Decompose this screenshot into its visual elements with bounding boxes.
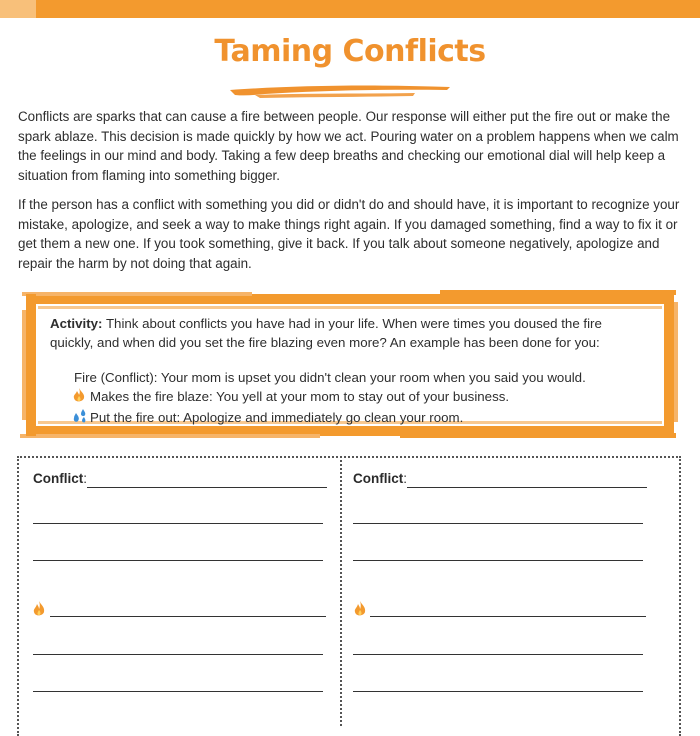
- left-fire-icon: [32, 601, 46, 617]
- activity-prompt: Think about conflicts you have had in your life. When were times you doused the fire quickly, and when did you set the fire blazing even more? An example has been done for you:: [50, 316, 602, 350]
- example-blaze: Makes the fire blaze: You yell at your mom to stay out of your business.: [90, 389, 510, 404]
- worksheet-divider: [340, 456, 342, 726]
- advice-paragraph: If the person has a conflict with something you did or didn't do and should have, it is important to recognize your mistake, apologize, and seek a way to make things right again. If you damaged something, find a way to fix it or get them a new one. If you took something, give it back. If you talk about someone negatively, apologize and repair the harm by not doing that again.: [18, 197, 680, 271]
- right-fire-icon: [353, 601, 367, 617]
- left-answer-line[interactable]: [33, 523, 323, 524]
- left-answer-line[interactable]: [33, 691, 323, 692]
- right-conflict-label: Conflict:: [353, 471, 408, 486]
- left-blaze-line[interactable]: [50, 616, 326, 617]
- right-conflict-line[interactable]: [407, 487, 647, 488]
- top-accent-bar-tab: [0, 0, 36, 18]
- activity-box: [50, 314, 620, 429]
- left-conflict-label: Conflict:: [33, 471, 88, 486]
- activity-instructions: [50, 314, 620, 352]
- intro-paragraph: Conflicts are sparks that can cause a fire between people. Our response will either put the fire out or make the spark ablaze. This decision is made quickly by how we act. Pouring water on a problem happens when we calm the feelings in our mind and body. Taking a few deep breaths and checking our emotional dial will help keep a situation from flaming into something bigger.: [18, 109, 679, 183]
- example-conflict: Fire (Conflict): Your mom is upset you didn't clean your room when you said you would.: [74, 370, 586, 385]
- activity-label: Activity:: [50, 316, 103, 331]
- left-answer-line[interactable]: [33, 654, 323, 655]
- example-out-row: [50, 408, 620, 429]
- right-blaze-line[interactable]: [370, 616, 646, 617]
- right-answer-line[interactable]: [353, 654, 643, 655]
- example-blaze-row: [50, 387, 620, 408]
- page-title: Taming Conflicts: [214, 34, 486, 69]
- right-answer-line[interactable]: [353, 560, 643, 561]
- left-conflict-line[interactable]: [87, 487, 327, 488]
- right-answer-line[interactable]: [353, 691, 643, 692]
- top-accent-bar: [0, 0, 700, 18]
- water-drops-icon: [72, 409, 90, 429]
- example-out: Put the fire out: Apologize and immediately go clean your room.: [90, 410, 464, 425]
- right-answer-line[interactable]: [353, 523, 643, 524]
- worksheet-grid: [17, 456, 681, 736]
- left-answer-line[interactable]: [33, 560, 323, 561]
- fire-icon: [72, 388, 90, 408]
- title-underline-brush: [225, 80, 455, 102]
